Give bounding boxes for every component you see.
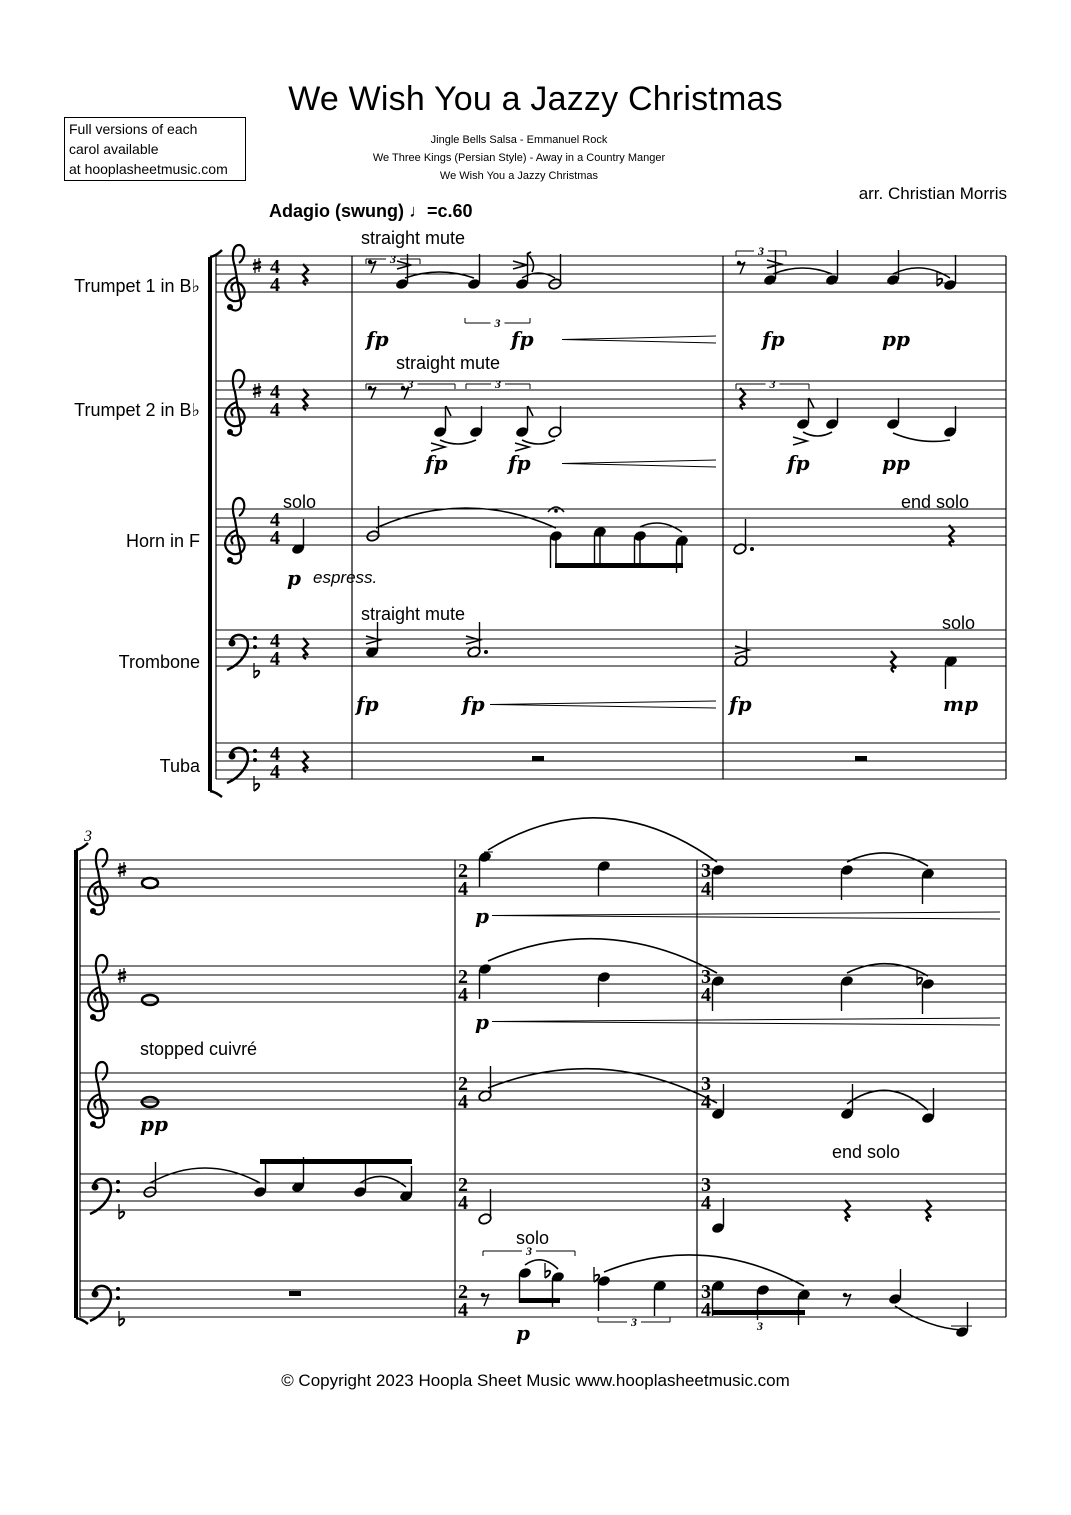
time-sig-24-4-denominator: 4 <box>458 1299 468 1321</box>
treble-clef-icon <box>88 955 108 1020</box>
bass-clef-icon <box>90 1286 120 1321</box>
expr-horn-espress: espress. <box>313 568 378 587</box>
accent-icon <box>793 437 807 445</box>
slur <box>360 1176 406 1187</box>
phrase-slur <box>488 939 717 973</box>
tuplet-bracket-number: 3 <box>631 1315 637 1329</box>
time-sig-24-2-numerator: 2 <box>458 1073 468 1095</box>
score-title: We Wish You a Jazzy Christmas <box>288 80 783 118</box>
diminuendo-hairpin <box>492 1022 1000 1026</box>
time-sig-s1-1-numerator: 4 <box>270 381 280 403</box>
expr-tbn-straight-mute: straight mute <box>361 604 466 624</box>
time-sig-34-4-numerator: 3 <box>701 1281 711 1303</box>
copyright-notice: © Copyright 2023 Hoopla Sheet Music www.hooplasheetmusic.com <box>281 1371 790 1390</box>
tuplet-bracket-number: 3 <box>758 244 764 258</box>
treble-clef-icon <box>225 498 245 563</box>
dyn-tpt2-fp-3: fp <box>787 451 810 475</box>
bass-clef-icon <box>90 1179 120 1214</box>
time-sig-34-4-denominator: 4 <box>701 1299 711 1321</box>
slur <box>847 853 928 866</box>
instrument-label-horn: Horn in F <box>125 531 200 551</box>
expr-tuba-solo: solo <box>516 1228 550 1248</box>
expr-horn-stopped-cuivre: stopped cuivré <box>140 1039 258 1059</box>
dyn-horn-p: p <box>287 566 301 590</box>
time-sig-s1-2-denominator: 4 <box>270 527 280 549</box>
tuba-beam <box>712 1310 805 1315</box>
time-sig-34-1-numerator: 3 <box>701 966 711 988</box>
dyn-tpt1-fp-2: fp <box>511 327 534 351</box>
tuplet-bracket-number: 3 <box>390 252 396 266</box>
time-sig-34-0-denominator: 4 <box>701 878 711 900</box>
time-sig-24-0-numerator: 2 <box>458 860 468 882</box>
tuba-beam <box>519 1298 560 1303</box>
flat-icon <box>254 663 259 678</box>
time-sig-s1-0-denominator: 4 <box>270 274 280 296</box>
tuplet-bracket-number: 3 <box>495 377 501 391</box>
eighth-rest <box>737 261 745 274</box>
time-sig-s1-4-denominator: 4 <box>270 761 280 783</box>
promo-line-3: at hooplasheetmusic.com <box>69 161 228 177</box>
tpt2-whole-note <box>142 995 158 1005</box>
slur <box>893 268 950 278</box>
time-sig-24-1-denominator: 4 <box>458 984 468 1006</box>
expr-tpt2-straight-mute: straight mute <box>396 353 501 373</box>
dyn-tpt1-fp-1: fp <box>366 327 389 351</box>
whole-rest <box>855 756 867 761</box>
tempo-marking: Adagio (swung) ♩=c.60 <box>269 201 473 221</box>
expr-tpt1-straight-mute: straight mute <box>361 228 466 248</box>
tuplet-bracket-number: 3 <box>526 1244 532 1258</box>
dyn-tpt2-p-s2: p <box>475 1010 489 1034</box>
accent-icon <box>515 443 529 451</box>
fermata-dot <box>554 509 558 513</box>
phrase-slur <box>488 818 717 862</box>
instrument-label-trumpet-1: Trumpet 1 in B♭ <box>74 276 200 296</box>
time-sig-s1-3-denominator: 4 <box>270 648 280 670</box>
time-sig-34-0-numerator: 3 <box>701 860 711 882</box>
diminuendo-hairpin <box>492 916 1000 920</box>
time-sig-s1-2-numerator: 4 <box>270 509 280 531</box>
subtitle-line-3: We Wish You a Jazzy Christmas <box>439 170 599 182</box>
time-sig-s1-3-numerator: 4 <box>270 630 280 652</box>
bass-clef-icon <box>227 635 257 670</box>
bracket-bottom-s1 <box>210 791 222 797</box>
dot <box>484 650 488 654</box>
dyn-tpt1-fp-3: fp <box>762 327 785 351</box>
subtitle-line-1: Jingle Bells Salsa - Emmanuel Rock <box>430 134 608 146</box>
tie <box>440 440 476 444</box>
time-sig-34-3-denominator: 4 <box>701 1192 711 1214</box>
tie <box>773 268 832 274</box>
promo-line-1: Full versions of each <box>69 121 198 137</box>
tuplet-bracket-number: 3 <box>494 316 501 330</box>
flat-icon <box>119 1311 124 1326</box>
time-sig-34-3-numerator: 3 <box>701 1174 711 1196</box>
dyn-tuba-p-s2: p <box>516 1321 530 1345</box>
flat-icon <box>254 776 259 791</box>
time-sig-s1-1-denominator: 4 <box>270 399 280 421</box>
instrument-label-trumpet-2: Trumpet 2 in B♭ <box>74 400 200 420</box>
instrument-label-tuba: Tuba <box>159 756 200 776</box>
time-sig-s1-4-numerator: 4 <box>270 743 280 765</box>
tuplet-bracket-number: 3 <box>407 377 414 391</box>
time-sig-24-3-denominator: 4 <box>458 1192 468 1214</box>
tbn-beam <box>260 1159 412 1164</box>
expr-tbn-solo: solo <box>942 613 976 633</box>
diminuendo-hairpin <box>490 701 716 705</box>
tie <box>803 432 832 436</box>
subtitle-line-2: We Three Kings (Persian Style) - Away in a Country Manger <box>372 152 666 164</box>
dyn-horn-pp-s2: pp <box>140 1112 168 1136</box>
measure-number: 3 <box>84 828 92 845</box>
phrase-slur <box>488 1069 717 1103</box>
slur <box>150 1168 260 1183</box>
flat-icon <box>594 1267 599 1282</box>
diminuendo-hairpin <box>492 912 1000 916</box>
dyn-tpt2-fp-2: fp <box>508 451 531 475</box>
instrument-label-trombone: Trombone <box>118 652 200 672</box>
time-sig-24-2-denominator: 4 <box>458 1091 468 1113</box>
tie <box>522 440 555 444</box>
diminuendo-hairpin <box>562 460 716 464</box>
diminuendo-hairpin <box>562 340 716 344</box>
time-sig-34-2-denominator: 4 <box>701 1091 711 1113</box>
whole-rest <box>532 756 544 761</box>
dyn-tpt1-p-s2: p <box>475 904 489 928</box>
diminuendo-hairpin <box>490 705 716 709</box>
dyn-tbn-fp-3: fp <box>729 692 752 716</box>
arranger-credit: arr. Christian Morris <box>858 184 1007 203</box>
bass-clef-icon <box>227 748 257 783</box>
accent-icon <box>767 260 781 268</box>
flat-icon <box>119 1204 124 1219</box>
treble-clef-icon <box>88 1062 108 1127</box>
bracket-bottom-s2 <box>76 1318 88 1324</box>
bracket-top-s2 <box>76 843 88 850</box>
horn-beam <box>555 563 683 568</box>
diminuendo-hairpin <box>562 336 716 340</box>
accent-icon <box>431 443 445 451</box>
diminuendo-hairpin <box>562 464 716 468</box>
time-sig-24-1-numerator: 2 <box>458 966 468 988</box>
time-sig-34-1-denominator: 4 <box>701 984 711 1006</box>
diminuendo-hairpin <box>492 1018 1000 1022</box>
time-sig-s1-0-numerator: 4 <box>270 256 280 278</box>
flat-icon <box>545 1263 550 1278</box>
treble-clef-icon <box>225 245 245 310</box>
dyn-tbn-fp-2: fp <box>462 692 485 716</box>
time-sig-34-2-numerator: 3 <box>701 1073 711 1095</box>
whole-rest <box>289 1291 301 1296</box>
slur <box>525 1260 558 1269</box>
slur <box>893 433 950 441</box>
dyn-tpt1-pp: pp <box>882 327 910 351</box>
quarter-rest <box>891 651 896 672</box>
tie <box>405 272 474 278</box>
tuplet-number: 3 <box>757 1319 763 1333</box>
eighth-rest <box>368 260 376 273</box>
expr-horn-solo: solo <box>283 492 317 512</box>
expr-tbn-end-solo: end solo <box>832 1142 901 1162</box>
time-sig-24-0-denominator: 4 <box>458 878 468 900</box>
tuplet-bracket-number: 3 <box>769 377 776 391</box>
eighth-rest <box>368 386 376 399</box>
treble-clef-icon <box>225 370 245 435</box>
dot <box>750 547 754 551</box>
dyn-tpt2-fp-1: fp <box>425 451 448 475</box>
time-sig-24-4-numerator: 2 <box>458 1281 468 1303</box>
dyn-tbn-mp: mp <box>943 692 979 716</box>
dyn-tpt2-pp: pp <box>882 451 910 475</box>
treble-clef-icon <box>88 849 108 914</box>
dyn-tbn-fp-1: fp <box>356 692 379 716</box>
accent-icon <box>466 636 480 644</box>
expr-horn-end-solo: end solo <box>901 492 970 512</box>
promo-line-2: carol available <box>69 141 159 157</box>
time-sig-24-3-numerator: 2 <box>458 1174 468 1196</box>
